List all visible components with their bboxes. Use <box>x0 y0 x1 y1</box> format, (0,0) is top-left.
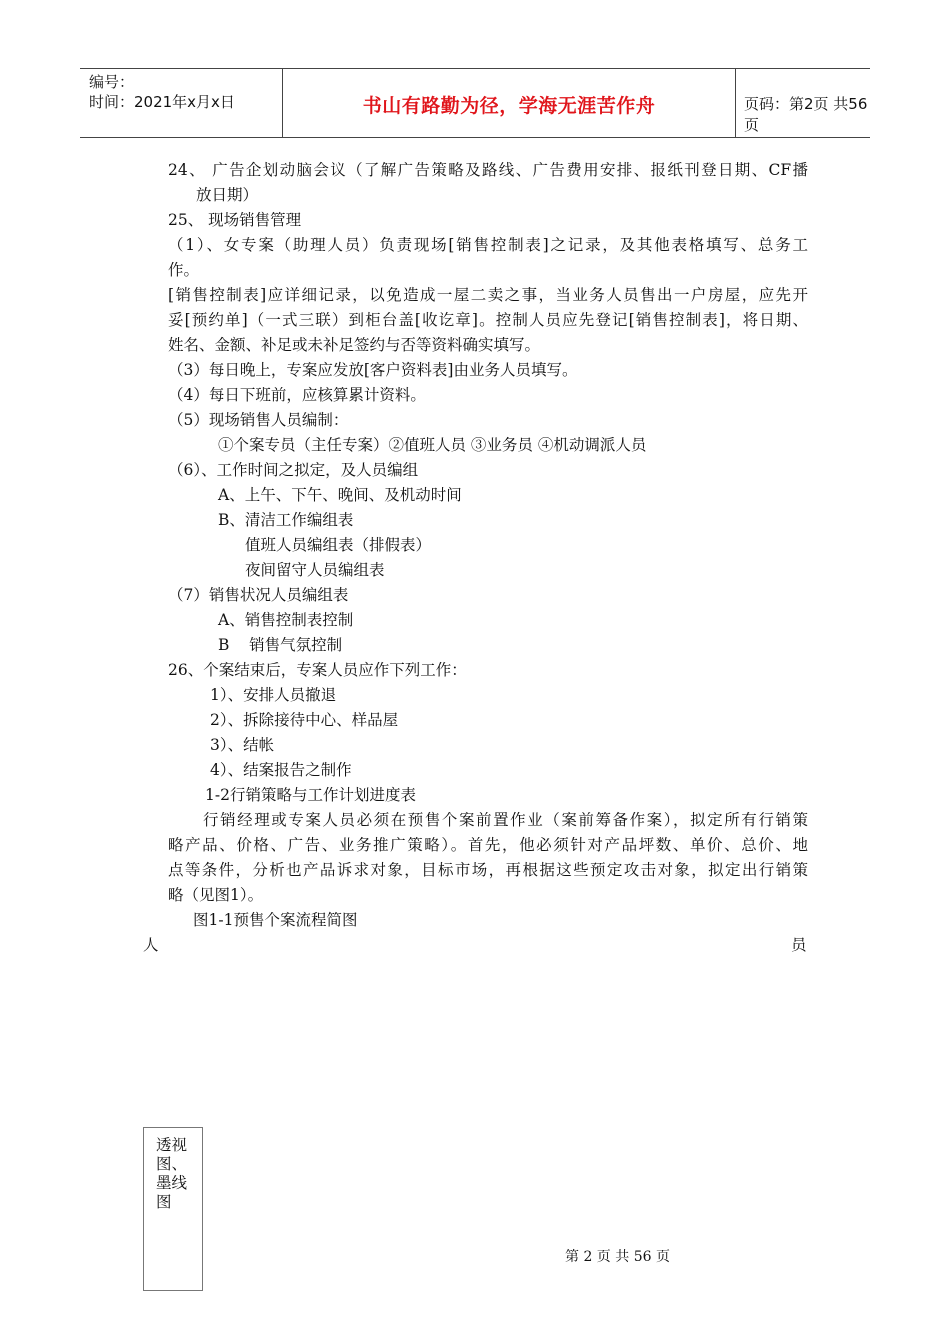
body-line: A、上午、下午、晚间、及机动时间 <box>218 486 462 504</box>
page-footer: 第 2 页 共 56 页 <box>565 1249 670 1265</box>
document-number-label: 编号： <box>89 73 135 91</box>
flowchart-box-line: 透视 <box>156 1136 188 1154</box>
body-line: 值班人员编组表（排假表） <box>245 536 432 554</box>
header-motto-cell <box>282 69 736 137</box>
body-line: 姓名、金额、补足或未补足签约与否等资料确实填写。 <box>168 336 541 354</box>
body-line: 夜间留守人员编组表 <box>245 561 385 579</box>
body-line: 24、 广告企划动脑会议（了解广告策略及路线、广告费用安排、报纸刊登日期、CF播 <box>168 161 808 179</box>
body-line: 妥[预约单]（一式三联）到柜台盖[收讫章]。控制人员应先登记[销售控制表]，将日期、 <box>168 311 808 329</box>
body-line: 2）、拆除接待中心、样品屋 <box>210 711 399 729</box>
figure-caption: 图1-1预售个案流程简图 <box>193 911 358 929</box>
body-line: 行销经理或专案人员必须在预售个案前置作业（案前筹备作案），拟定所有行销策 <box>203 811 808 829</box>
body-line: B 销售气氛控制 <box>218 636 343 654</box>
body-line: （4）每日下班前，应核算累计资料。 <box>168 386 426 404</box>
flowchart-label-right: 员 <box>791 936 807 954</box>
body-line: 3）、结帐 <box>210 736 275 754</box>
body-line: 1）、安排人员撤退 <box>210 686 337 704</box>
flowchart-label-left: 人 <box>143 936 159 954</box>
header-page-code: 页码：第2页 共56页 <box>744 95 868 134</box>
body-line: A、销售控制表控制 <box>218 611 354 629</box>
flowchart-box-line: 墨线 <box>156 1174 188 1192</box>
document-date: 时间：2021年x月x日 <box>89 93 235 111</box>
body-line: ①个案专员（主任专案）②值班人员 ③业务员 ④机动调派人员 <box>218 436 647 454</box>
body-line: （5）现场销售人员编制： <box>168 411 349 429</box>
body-line: 点等条件，分析也产品诉求对象，目标市场，再根据这些预定攻击对象，拟定出行销策 <box>168 861 808 879</box>
body-line: （6）、工作时间之拟定，及人员编组 <box>168 461 419 479</box>
body-line: 略（见图1）。 <box>168 886 264 904</box>
body-line: （1）、女专案（助理人员）负责现场[销售控制表]之记录，及其他表格填写、总务工 <box>168 236 808 254</box>
body-line: 放日期） <box>196 186 259 204</box>
body-line: B、清洁工作编组表 <box>218 511 354 529</box>
body-line: 4）、结案报告之制作 <box>210 761 352 779</box>
header-motto: 书山有路勤为径，学海无涯苦作舟 <box>362 95 656 117</box>
page-header <box>80 68 870 138</box>
section-heading: 26、个案结束后，专案人员应作下列工作： <box>168 661 467 679</box>
subsection-heading: 1-2行销策略与工作计划进度表 <box>205 786 416 804</box>
body-line: [销售控制表]应详细记录，以免造成一屋二卖之事，当业务人员售出一户房屋，应先开 <box>168 286 808 304</box>
header-info-cell <box>80 69 282 137</box>
flowchart-box <box>143 1127 203 1291</box>
body-line: 作。 <box>168 261 200 279</box>
header-page-cell <box>735 69 870 137</box>
body-line: （3）每日晚上，专案应发放[客户资料表]由业务人员填写。 <box>168 361 578 379</box>
section-heading: 25、 现场销售管理 <box>168 211 302 229</box>
body-line: 略产品、价格、广告、业务推广策略）。首先，他必须针对产品坪数、单价、总价、地 <box>168 836 808 854</box>
body-line: （7）销售状况人员编组表 <box>168 586 349 604</box>
flowchart-box-line: 图、 <box>156 1155 188 1173</box>
flowchart-box-line: 图 <box>156 1193 172 1211</box>
